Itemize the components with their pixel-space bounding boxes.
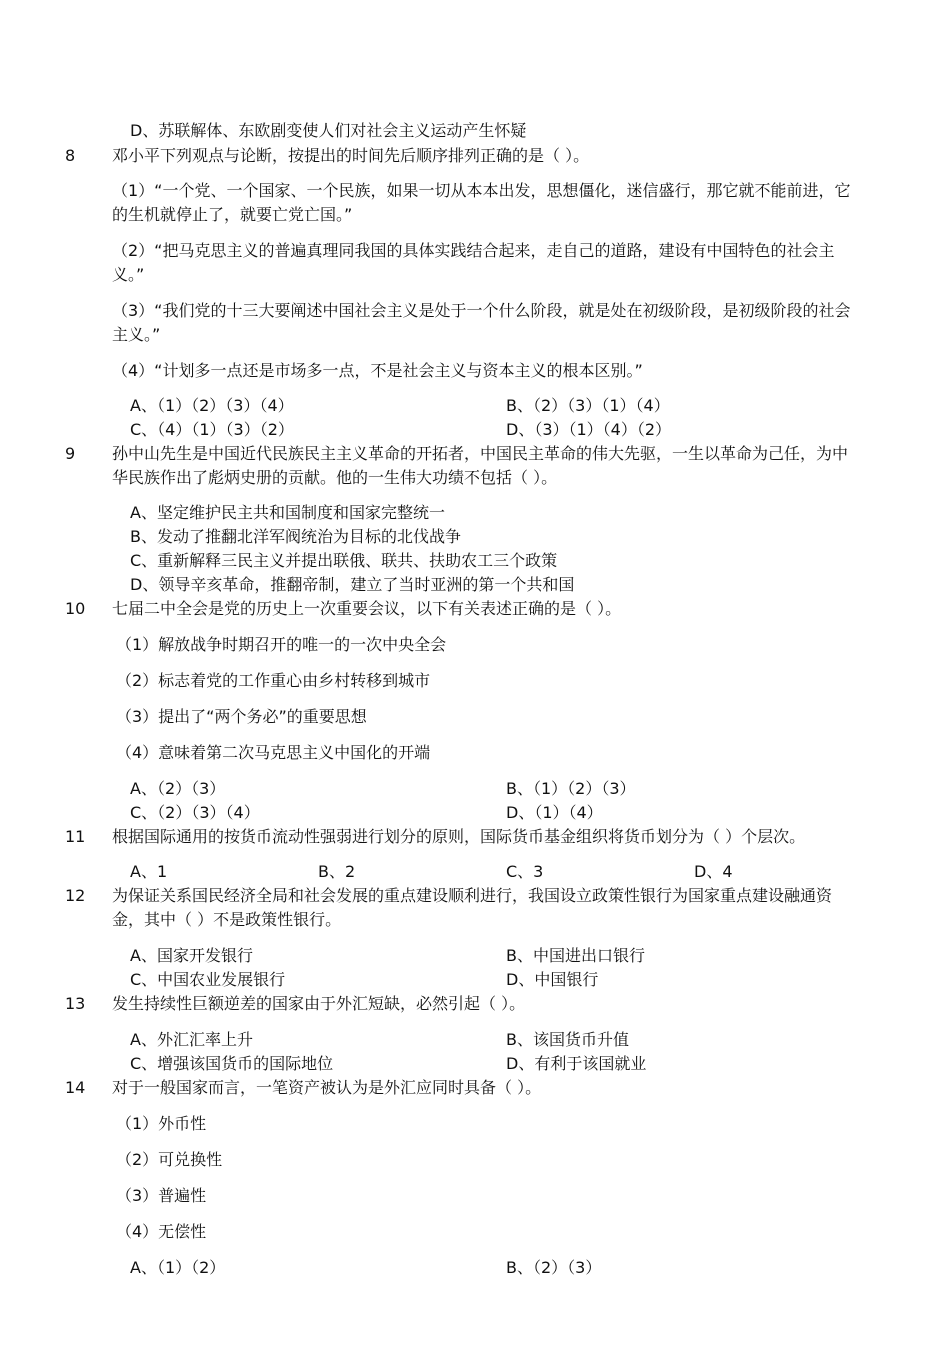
statement-item: （3）普遍性 bbox=[116, 1186, 207, 1205]
option-item: C、（4）（1）（3）（2） bbox=[130, 420, 294, 439]
option-item: B、发动了推翻北洋军阀统治为目标的北伐战争 bbox=[130, 527, 461, 546]
option-item: B、中国进出口银行 bbox=[506, 946, 645, 965]
question-number: 12 bbox=[65, 886, 86, 905]
question-stem: 七届二中全会是党的历史上一次重要会议，以下有关表述正确的是（ ）。 bbox=[112, 599, 622, 618]
option-item: A、（1）（2） bbox=[130, 1258, 226, 1277]
option-item: D、有利于该国就业 bbox=[506, 1054, 647, 1073]
option-item: B、（2）（3） bbox=[506, 1258, 602, 1277]
statement-item: （3）“我们党的十三大要阐述中国社会主义是处于一个什么阶段，就是处在初级阶段，是初级阶段的社会主义。” bbox=[112, 301, 851, 344]
option-item: C、增强该国货币的国际地位 bbox=[130, 1054, 334, 1073]
statement-item: （1）“一个党、一个国家、一个民族，如果一切从本本出发，思想僵化，迷信盛行，那它就不能前进，它的生机就停止了，就要亡党亡国。” bbox=[112, 181, 851, 224]
option-item: A、国家开发银行 bbox=[130, 946, 253, 965]
option-item: D、（1）（4） bbox=[506, 803, 603, 822]
statement-item: （2）标志着党的工作重心由乡村转移到城市 bbox=[116, 671, 431, 690]
question-stem: 发生持续性巨额逆差的国家由于外汇短缺，必然引起（ ）。 bbox=[112, 994, 526, 1013]
option-item: C、重新解释三民主义并提出联俄、联共、扶助农工三个政策 bbox=[130, 551, 558, 570]
option-item: B、2 bbox=[318, 862, 356, 881]
option-item: B、（1）（2）（3） bbox=[506, 779, 636, 798]
option-item: D、苏联解体、东欧剧变使人们对社会主义运动产生怀疑 bbox=[130, 121, 527, 140]
question-stem: 为保证关系国民经济全局和社会发展的重点建设顺利进行，我国设立政策性银行为国家重点建设融通资金，其中（ ）不是政策性银行。 bbox=[112, 886, 833, 929]
option-item: D、中国银行 bbox=[506, 970, 599, 989]
question-number: 8 bbox=[65, 146, 76, 165]
option-item: C、3 bbox=[506, 862, 544, 881]
statement-item: （1）解放战争时期召开的唯一的一次中央全会 bbox=[116, 635, 447, 654]
question-number: 9 bbox=[65, 444, 76, 463]
option-item: A、1 bbox=[130, 862, 168, 881]
statement-item: （4）意味着第二次马克思主义中国化的开端 bbox=[116, 743, 431, 762]
option-item: A、（2）（3） bbox=[130, 779, 226, 798]
question-number: 10 bbox=[65, 599, 86, 618]
question-number: 14 bbox=[65, 1078, 86, 1097]
option-item: A、坚定维护民主共和国制度和国家完整统一 bbox=[130, 503, 445, 522]
statement-item: （4）无偿性 bbox=[116, 1222, 207, 1241]
statement-item: （2）可兑换性 bbox=[116, 1150, 223, 1169]
question-stem: 对于一般国家而言，一笔资产被认为是外汇应同时具备（ ）。 bbox=[112, 1078, 542, 1097]
option-item: D、4 bbox=[694, 862, 733, 881]
question-stem: 孙中山先生是中国近代民族民主主义革命的开拓者，中国民主革命的伟大先驱，一生以革命为己任，为中华民族作出了彪炳史册的贡献。他的一生伟大功绩不包括（ ）。 bbox=[112, 444, 849, 487]
statement-item: （3）提出了“两个务必”的重要思想 bbox=[116, 707, 367, 726]
statement-item: （2）“把马克思主义的普遍真理同我国的具体实践结合起来，走自己的道路，建设有中国特色的社会主义。” bbox=[112, 241, 835, 284]
statement-item: （4）“计划多一点还是市场多一点，不是社会主义与资本主义的根本区别。” bbox=[112, 361, 643, 380]
option-item: A、外汇汇率上升 bbox=[130, 1030, 253, 1049]
option-item: B、（2）（3）（1）（4） bbox=[506, 396, 670, 415]
statement-item: （1）外币性 bbox=[116, 1114, 207, 1133]
option-item: C、（2）（3）（4） bbox=[130, 803, 260, 822]
option-item: D、领导辛亥革命，推翻帝制，建立了当时亚洲的第一个共和国 bbox=[130, 575, 575, 594]
option-item: A、（1）（2）（3）（4） bbox=[130, 396, 294, 415]
option-item: C、中国农业发展银行 bbox=[130, 970, 286, 989]
question-number: 11 bbox=[65, 827, 86, 846]
question-stem: 根据国际通用的按货币流动性强弱进行划分的原则，国际货币基金组织将货币划分为（ ）个层次。 bbox=[112, 827, 806, 846]
question-number: 13 bbox=[65, 994, 86, 1013]
option-item: D、（3）（1）（4）（2） bbox=[506, 420, 672, 439]
option-item: B、该国货币升值 bbox=[506, 1030, 629, 1049]
question-stem: 邓小平下列观点与论断，按提出的时间先后顺序排列正确的是（ ）。 bbox=[112, 146, 590, 165]
